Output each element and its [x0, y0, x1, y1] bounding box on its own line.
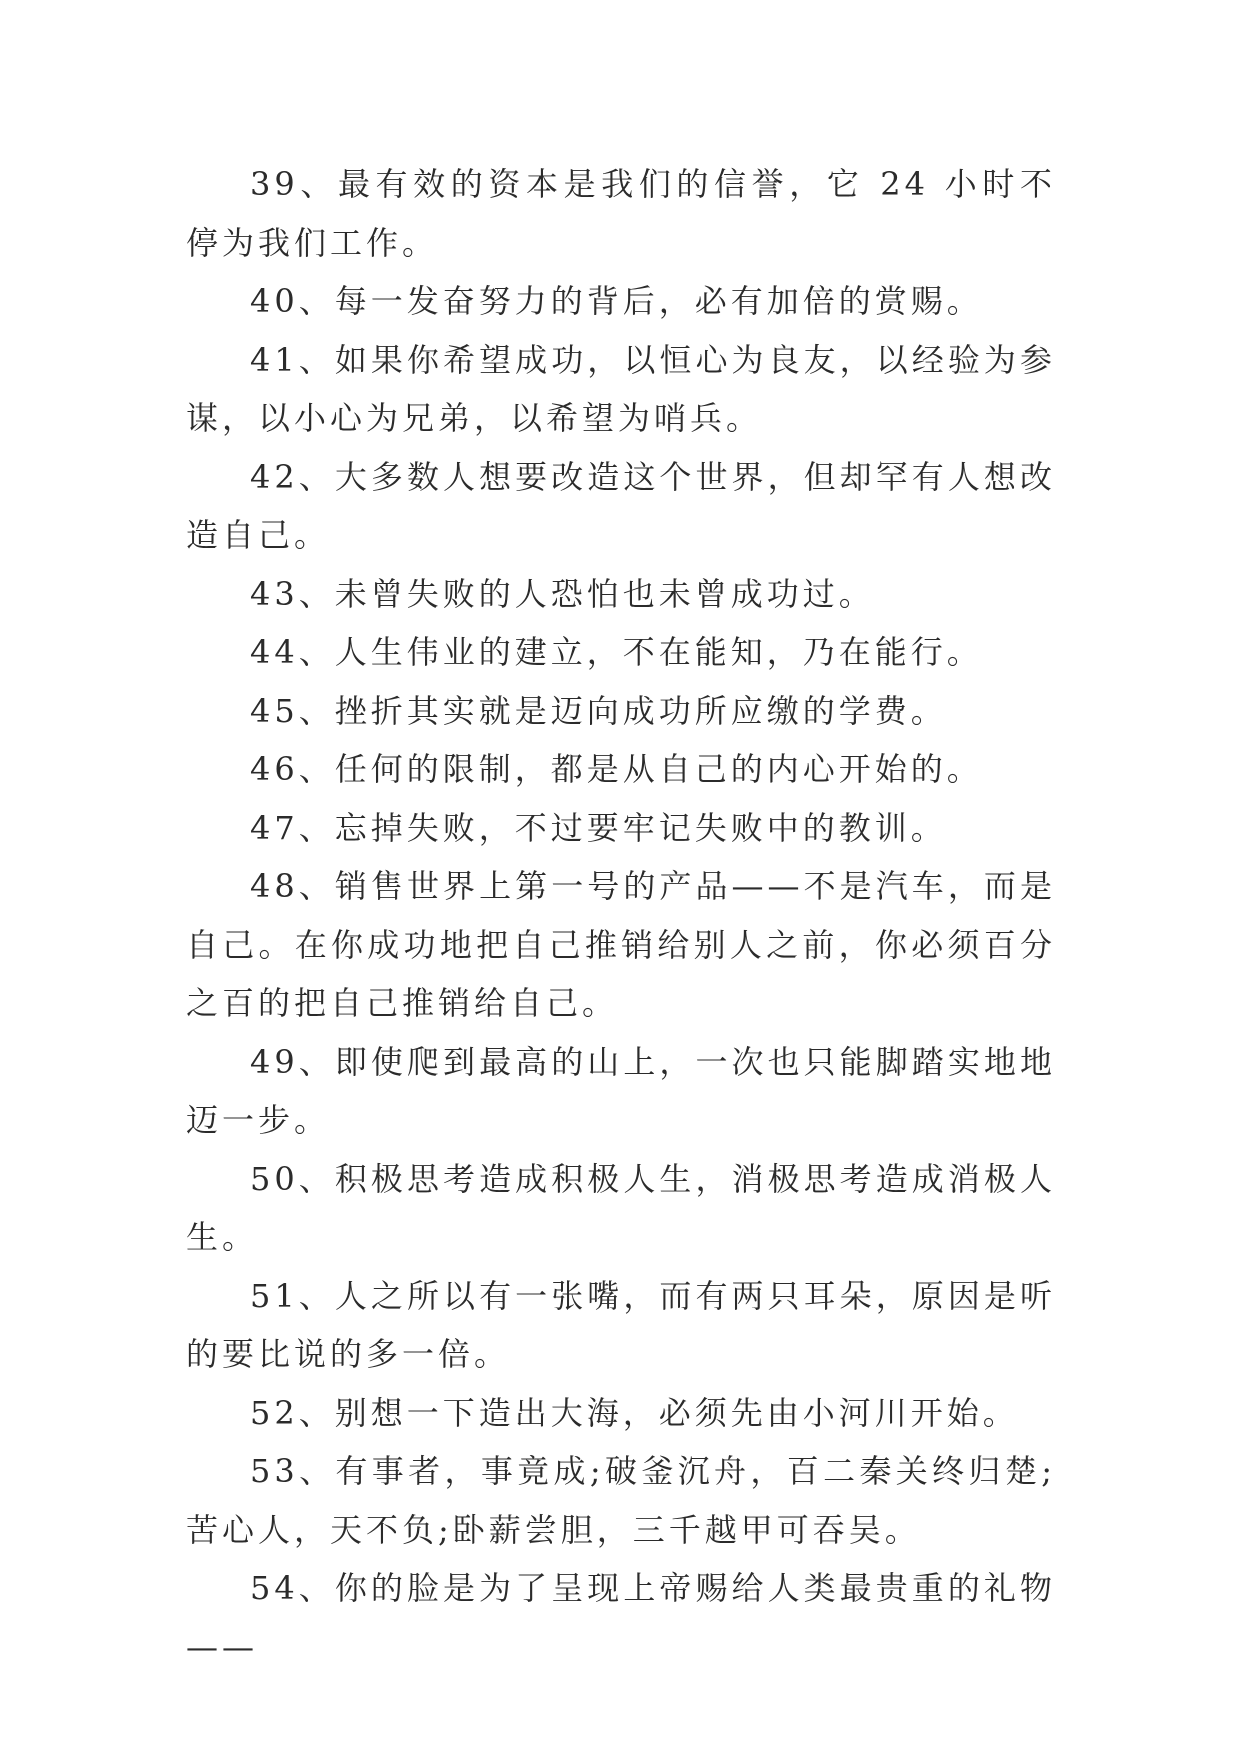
paragraph-51: 51、人之所以有一张嘴，而有两只耳朵，原因是听的要比说的多一倍。 [186, 1276, 1056, 1373]
document-body [186, 155, 1056, 1676]
paragraph-49: 49、即使爬到最高的山上，一次也只能脚踏实地地迈一步。 [186, 1042, 1056, 1139]
paragraph-48: 48、销售世界上第一号的产品——不是汽车，而是自己。在你成功地把自己推销给别人之前，你必须百分之百的把自己推销给自己。 [186, 867, 1056, 1022]
paragraph-41: 41、如果你希望成功，以恒心为良友，以经验为参谋，以小心为兄弟，以希望为哨兵。 [186, 340, 1056, 437]
paragraph-53: 53、有事者，事竟成;破釜沉舟，百二秦关终归楚;苦心人，天不负;卧薪尝胆，三千越甲可吞吴。 [186, 1452, 1056, 1549]
paragraph-42: 42、大多数人想要改造这个世界，但却罕有人想改造自己。 [186, 457, 1056, 554]
paragraph-52: 52、别想一下造出大海，必须先由小河川开始。 [250, 1393, 1019, 1432]
paragraph-44: 44、人生伟业的建立，不在能知，乃在能行。 [250, 633, 983, 671]
paragraph-47: 47、忘掉失败，不过要牢记失败中的教训。 [250, 808, 947, 847]
paragraph-43: 43、未曾失败的人恐怕也未曾成功过。 [250, 574, 875, 613]
paragraph-46: 46、任何的限制，都是从自己的内心开始的。 [250, 750, 983, 788]
paragraph-40: 40、每一发奋努力的背后，必有加倍的赏赐。 [250, 282, 983, 320]
paragraph-45: 45、挫折其实就是迈向成功所应缴的学费。 [250, 691, 947, 730]
paragraph-54: 54、你的脸是为了呈现上帝赐给人类最贵重的礼物—— [186, 1569, 1056, 1666]
paragraph-39: 39、最有效的资本是我们的信誉，它 24 小时不停为我们工作。 [186, 165, 1056, 262]
paragraph-50: 50、积极思考造成积极人生，消极思考造成消极人生。 [186, 1159, 1056, 1256]
